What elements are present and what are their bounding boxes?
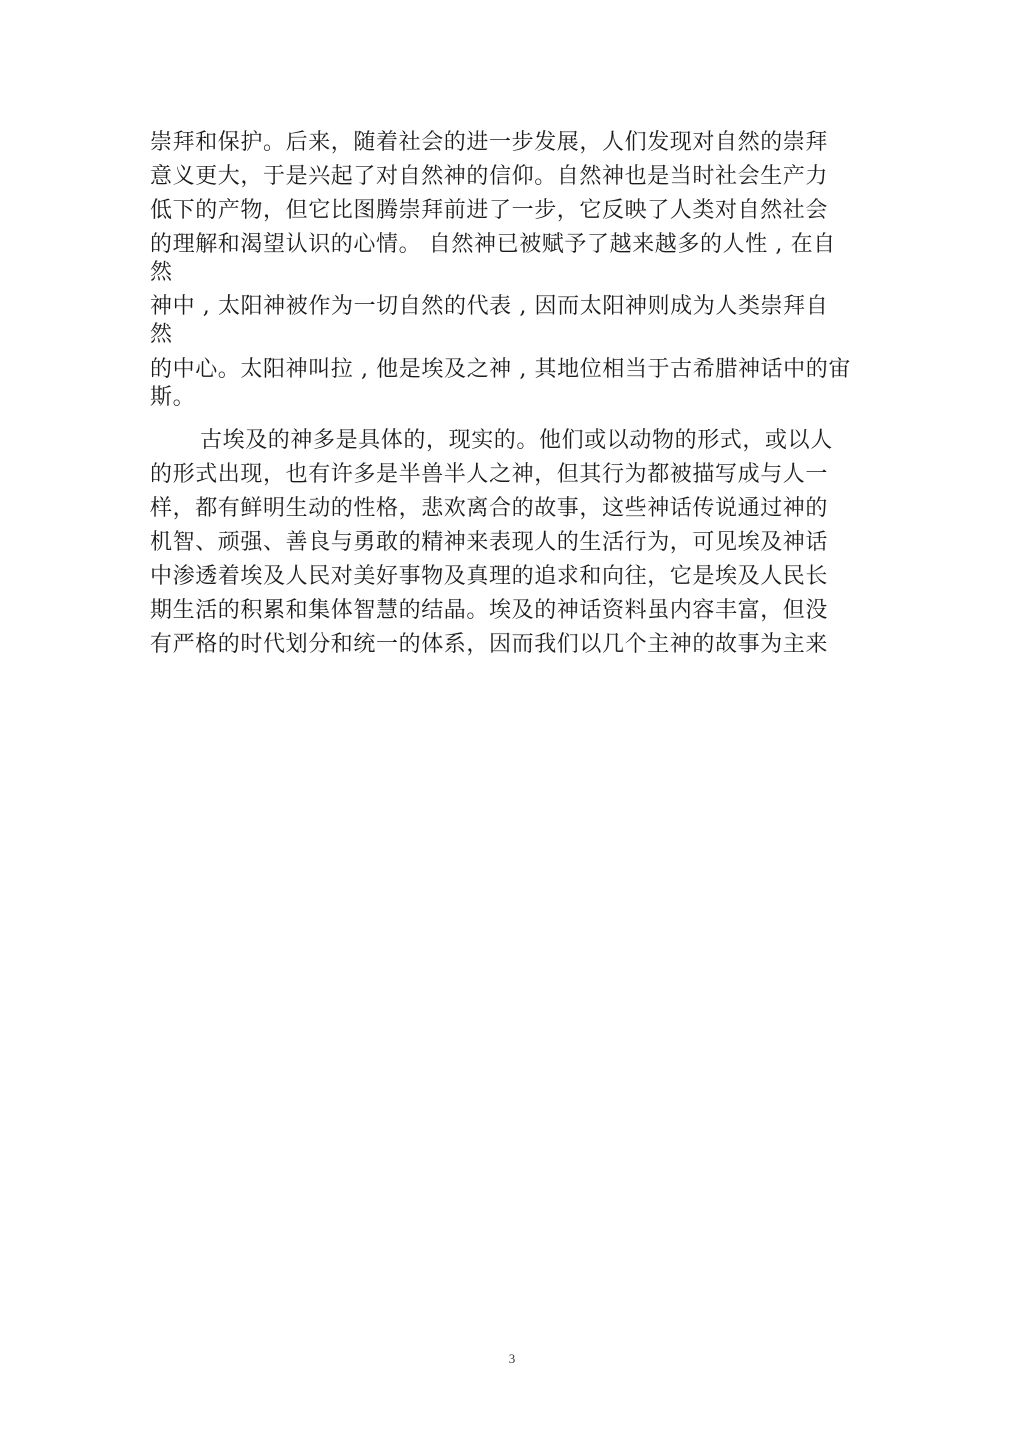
text-line: 崇拜和保护。后来，随着社会的进一步发展，人们发现对自然的崇拜 xyxy=(150,130,829,155)
text-line: 期生活的积累和集体智慧的结晶。埃及的神话资料虽内容丰富，但没 xyxy=(150,598,829,623)
text-line: 机智、顽强、善良与勇敢的精神来表现人的生活行为，可见埃及神话 xyxy=(150,530,829,555)
text-line: 样，都有鲜明生动的性格，悲欢离合的故事，这些神话传说通过神的 xyxy=(150,496,829,521)
text-line: 意义更大，于是兴起了对自然神的信仰。自然神也是当时社会生产力 xyxy=(150,164,829,189)
text-line: 然 xyxy=(150,322,173,347)
text-line: 斯。 xyxy=(150,385,196,410)
text-line: 有严格的时代划分和统一的体系，因而我们以几个主神的故事为主来 xyxy=(150,632,829,657)
text-line: 低下的产物，但它比图腾崇拜前进了一步，它反映了人类对自然社会 xyxy=(150,198,829,223)
paragraph-first-line: 古埃及的神多是具体的，现实的。他们或以动物的形式，或以人 xyxy=(200,428,833,453)
page-number: 3 xyxy=(508,1351,516,1366)
text-line: 的理解和渴望认识的心情。 自然神已被赋予了越来越多的人性 , 在自 xyxy=(150,232,836,257)
text-line: 然 xyxy=(150,260,173,285)
text-line: 神中 , 太阳神被作为一切自然的代表 , 因而太阳神则成为人类崇拜自 xyxy=(150,294,829,319)
text-line: 的形式出现，也有许多是半兽半人之神，但其行为都被描写成与人一 xyxy=(150,462,829,487)
text-line: 的中心。太阳神叫拉 , 他是埃及之神 , 其地位相当于古希腊神话中的宙 xyxy=(150,357,851,382)
text-line: 中渗透着埃及人民对美好事物及真理的追求和向往，它是埃及人民长 xyxy=(150,564,829,589)
